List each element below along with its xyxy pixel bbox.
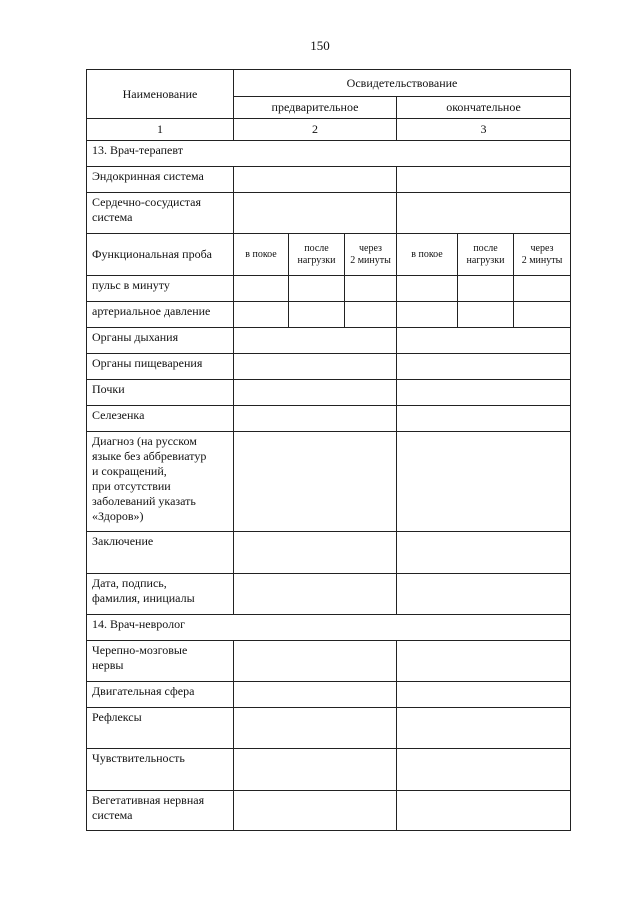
row-cardio-label: Сердечно-сосудистая система [87, 193, 234, 234]
page-number: 150 [310, 38, 330, 53]
section-neurologist: 14. Врач-невролог [87, 615, 571, 641]
conclusion-final-cell[interactable] [397, 532, 571, 574]
pulse-final-load-cell[interactable] [458, 276, 514, 302]
pulse-prelim-rest-cell[interactable] [234, 276, 289, 302]
medical-exam-table [86, 69, 571, 831]
pulse-final-rest-cell[interactable] [397, 276, 458, 302]
row-endocrine-label: Эндокринная система [87, 167, 234, 193]
prelim-after-load-header: после нагрузки [289, 234, 345, 276]
digestive-preliminary-cell[interactable] [234, 354, 397, 380]
cardio-final-cell[interactable] [397, 193, 571, 234]
final-after-2min-header: через 2 минуты [514, 234, 571, 276]
bp-prelim-2min-cell[interactable] [345, 302, 397, 328]
bp-prelim-rest-cell[interactable] [234, 302, 289, 328]
prelim-at-rest-header: в покое [234, 234, 289, 276]
prelim-after-2min-header: через 2 минуты [345, 234, 397, 276]
row-autonomic-label: Вегетативная нервная система [87, 791, 234, 831]
row-sensitivity-label: Чувствительность [87, 749, 234, 791]
bp-prelim-load-cell[interactable] [289, 302, 345, 328]
row-spleen-label: Селезенка [87, 406, 234, 432]
kidneys-final-cell[interactable] [397, 380, 571, 406]
diagnosis-final-cell[interactable] [397, 432, 571, 532]
sensitivity-final-cell[interactable] [397, 749, 571, 791]
reflexes-final-cell[interactable] [397, 708, 571, 749]
autonomic-preliminary-cell[interactable] [234, 791, 397, 831]
diagnosis-preliminary-cell[interactable] [234, 432, 397, 532]
row-pulse-label: пульс в минуту [87, 276, 234, 302]
row-reflexes-label: Рефлексы [87, 708, 234, 749]
cranial-nerves-preliminary-cell[interactable] [234, 641, 397, 682]
bp-final-load-cell[interactable] [458, 302, 514, 328]
section-therapist: 13. Врач-терапевт [87, 141, 571, 167]
digestive-final-cell[interactable] [397, 354, 571, 380]
kidneys-preliminary-cell[interactable] [234, 380, 397, 406]
pulse-final-2min-cell[interactable] [514, 276, 571, 302]
row-digestive-label: Органы пищеварения [87, 354, 234, 380]
pulse-prelim-2min-cell[interactable] [345, 276, 397, 302]
conclusion-preliminary-cell[interactable] [234, 532, 397, 574]
header-col-1: 1 [87, 119, 234, 141]
header-examination: Освидетельствование [234, 70, 571, 97]
motor-final-cell[interactable] [397, 682, 571, 708]
endocrine-preliminary-cell[interactable] [234, 167, 397, 193]
header-col-3: 3 [397, 119, 571, 141]
respiratory-preliminary-cell[interactable] [234, 328, 397, 354]
autonomic-final-cell[interactable] [397, 791, 571, 831]
final-at-rest-header: в покое [397, 234, 458, 276]
spleen-final-cell[interactable] [397, 406, 571, 432]
header-preliminary: предварительное [234, 97, 397, 119]
row-respiratory-label: Органы дыхания [87, 328, 234, 354]
sensitivity-preliminary-cell[interactable] [234, 749, 397, 791]
header-col-2: 2 [234, 119, 397, 141]
pulse-prelim-load-cell[interactable] [289, 276, 345, 302]
row-blood-pressure-label: артериальное давление [87, 302, 234, 328]
signature-preliminary-cell[interactable] [234, 574, 397, 615]
row-functional-test-label: Функциональная проба [87, 234, 234, 276]
bp-final-2min-cell[interactable] [514, 302, 571, 328]
row-diagnosis-label: Диагноз (на русском языке без аббревиатур и сокращений, при отсутствии заболеваний указать «Здоров») [87, 432, 234, 532]
spleen-preliminary-cell[interactable] [234, 406, 397, 432]
cardio-preliminary-cell[interactable] [234, 193, 397, 234]
header-final: окончательное [397, 97, 571, 119]
respiratory-final-cell[interactable] [397, 328, 571, 354]
reflexes-preliminary-cell[interactable] [234, 708, 397, 749]
row-cranial-nerves-label: Черепно-мозговые нервы [87, 641, 234, 682]
bp-final-rest-cell[interactable] [397, 302, 458, 328]
motor-preliminary-cell[interactable] [234, 682, 397, 708]
row-signature-label: Дата, подпись, фамилия, инициалы [87, 574, 234, 615]
cranial-nerves-final-cell[interactable] [397, 641, 571, 682]
header-name: Наименование [87, 70, 234, 119]
endocrine-final-cell[interactable] [397, 167, 571, 193]
row-conclusion-label: Заключение [87, 532, 234, 574]
row-motor-label: Двигательная сфера [87, 682, 234, 708]
row-kidneys-label: Почки [87, 380, 234, 406]
signature-final-cell[interactable] [397, 574, 571, 615]
final-after-load-header: после нагрузки [458, 234, 514, 276]
